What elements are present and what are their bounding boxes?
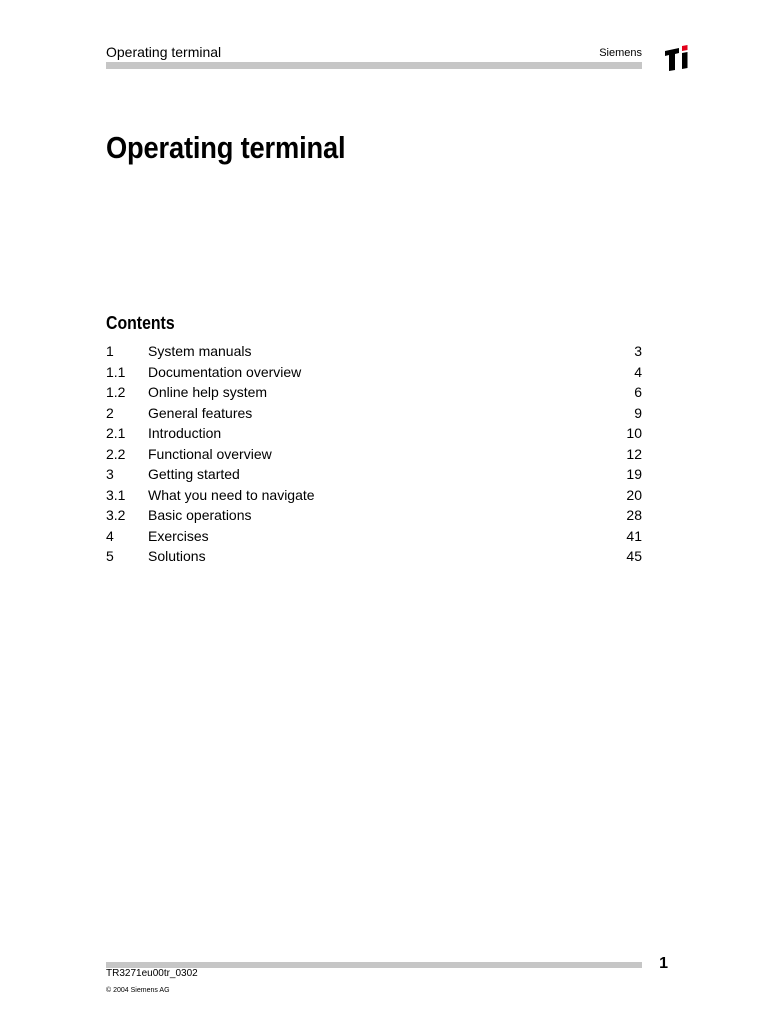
toc-title: Exercises: [148, 527, 209, 544]
document-title: Operating terminal: [106, 130, 346, 165]
running-header-company: Siemens: [599, 47, 642, 59]
logo-letter-i: [682, 52, 688, 69]
toc-number: 3.1: [106, 486, 126, 503]
toc-title: Solutions: [148, 548, 206, 564]
running-header-title: Operating terminal: [106, 44, 222, 60]
toc-page: 41: [626, 527, 642, 544]
toc-number: 1.1: [106, 363, 126, 380]
toc-page: 12: [626, 445, 642, 462]
toc-row: [106, 403, 642, 424]
toc-page: 4: [634, 363, 642, 380]
contents-heading: Contents: [106, 313, 175, 333]
toc-title: Getting started: [148, 466, 240, 482]
toc-row: [106, 341, 642, 362]
page-number: 1: [659, 955, 668, 972]
toc-row: [106, 485, 642, 506]
toc-row: [106, 505, 642, 526]
toc-title: System manuals: [148, 343, 252, 359]
toc-page: 20: [626, 486, 642, 503]
toc-number: 3: [106, 466, 114, 482]
toc-page: 28: [626, 507, 642, 523]
toc-row: [106, 444, 642, 465]
toc-page: 45: [626, 548, 642, 564]
table-of-contents: [106, 341, 642, 567]
toc-title: Online help system: [148, 384, 268, 400]
toc-title: What you need to navigate: [148, 486, 315, 503]
header-rule: [106, 62, 642, 69]
toc-title: Functional overview: [148, 445, 272, 462]
toc-page: 10: [626, 425, 642, 441]
toc-number: 5: [106, 548, 114, 564]
logo-accent-mark: [682, 45, 688, 51]
toc-page: 9: [634, 404, 642, 421]
document-code: TR3271eu00tr_0302: [106, 968, 198, 979]
toc-row: [106, 382, 642, 403]
toc-page: 6: [634, 384, 642, 400]
toc-row: [106, 526, 642, 547]
toc-number: 2.2: [106, 445, 126, 462]
toc-title: Introduction: [148, 425, 222, 441]
toc-number: 2: [106, 404, 114, 421]
toc-number: 2.1: [106, 425, 126, 441]
toc-number: 3.2: [106, 507, 126, 523]
toc-number: 1.2: [106, 384, 126, 400]
toc-number: 4: [106, 527, 114, 544]
toc-page: 3: [634, 343, 642, 359]
toc-row: [106, 464, 642, 485]
toc-row: [106, 423, 642, 444]
ti-logo-icon: [664, 44, 694, 72]
copyright-notice: © 2004 Siemens AG: [106, 987, 170, 994]
toc-title: General features: [148, 404, 253, 421]
toc-number: 1: [106, 343, 114, 359]
toc-page: 19: [626, 466, 642, 482]
toc-title: Documentation overview: [148, 363, 302, 380]
toc-title: Basic operations: [148, 507, 252, 523]
toc-row: [106, 362, 642, 383]
toc-row: [106, 546, 642, 567]
logo-letter-t: [665, 48, 679, 71]
